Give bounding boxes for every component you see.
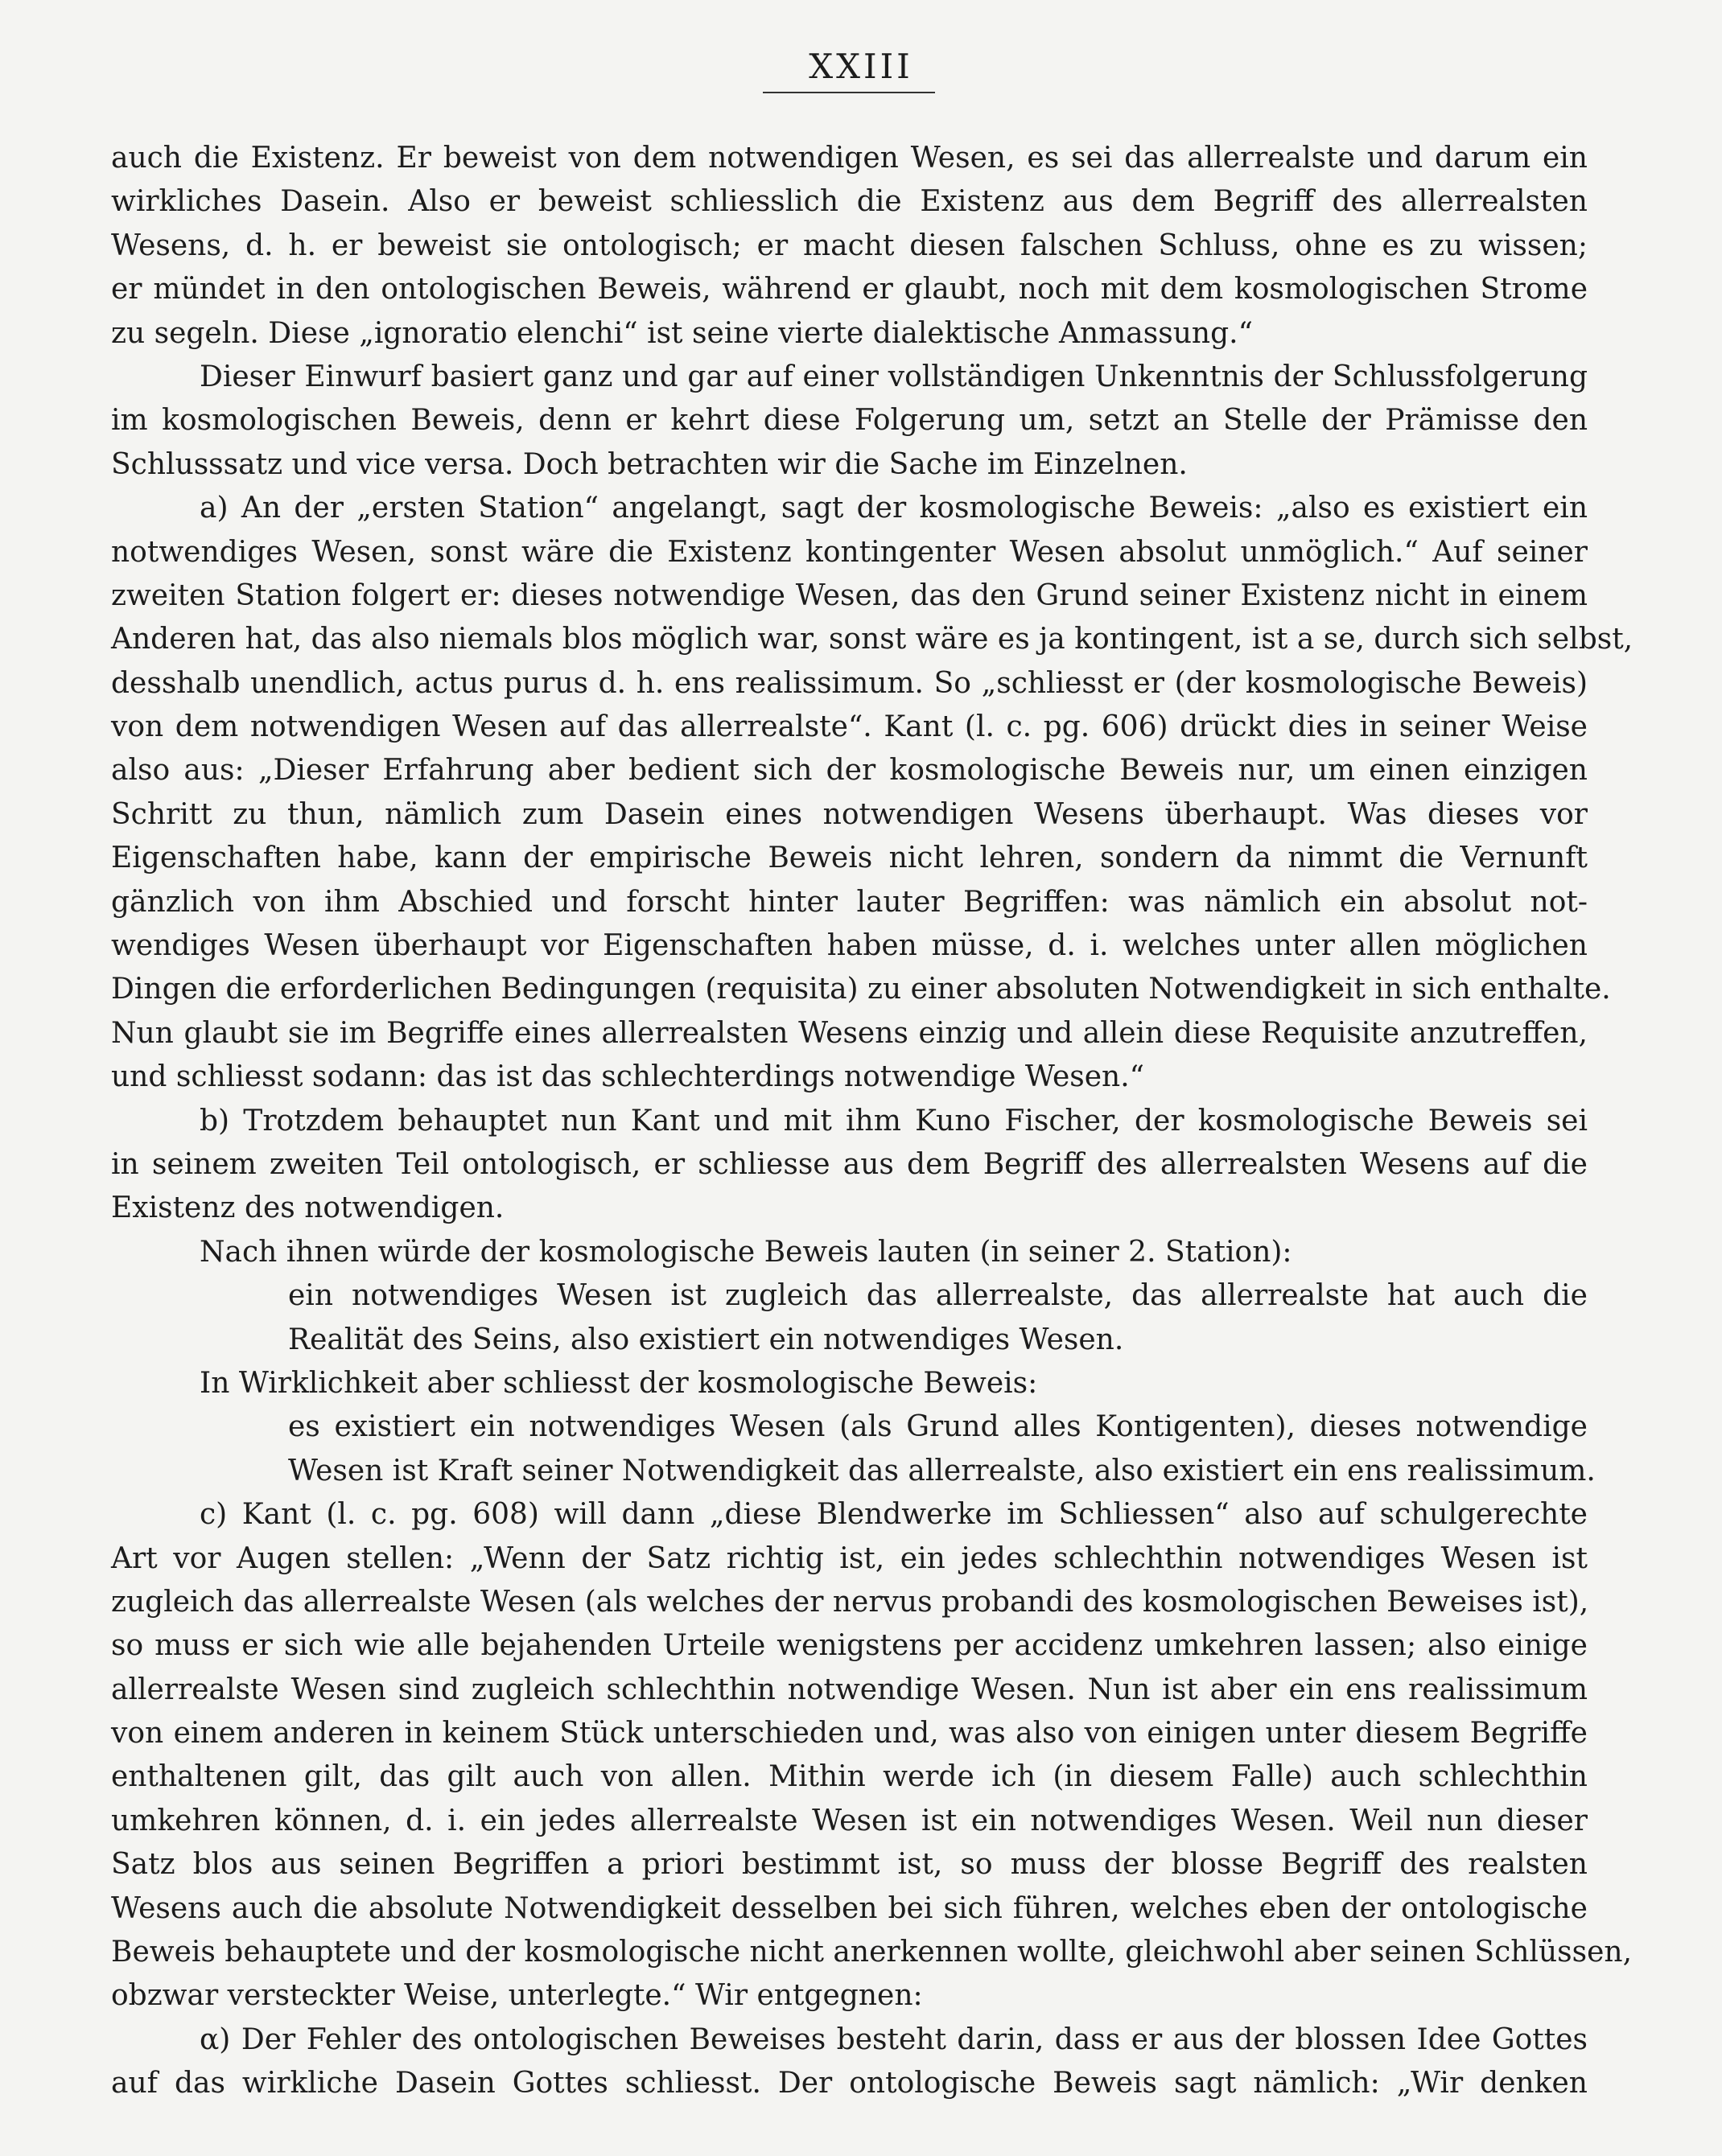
text-line: Eigenschaften habe, kann der empirische Beweis nicht lehren, sondern da nimmt die Vernunft <box>111 841 1588 875</box>
text-line: so muss er sich wie alle bejahenden Urteile wenigstens per accidenz umkehren lassen; also einige <box>111 1629 1588 1663</box>
text-line: von einem anderen in keinem Stück unterschieden und, was also von einigen unter diesem Begriffe <box>111 1717 1588 1751</box>
text-line: auch die Existenz. Er beweist von dem notwendigen Wesen, es sei das allerrealste und darum ein <box>111 142 1588 175</box>
text-line: Nun glaubt sie im Begriffe eines allerrealsten Wesens einzig und allein diese Requisite anzutreffen, <box>111 1016 1588 1050</box>
text-line: in seinem zweiten Teil ontologisch, er schliesse aus dem Begriff des allerrealsten Wesens auf die <box>111 1147 1588 1181</box>
text-line: Art vor Augen stellen: „Wenn der Satz richtig ist, ein jedes schlechthin notwendiges Wesen ist <box>111 1541 1588 1575</box>
text-line: Wesens, d. h. er beweist sie ontologisch; er macht diesen falschen Schluss, ohne es zu wissen; <box>111 228 1588 262</box>
body-text <box>111 137 1633 2106</box>
text-line: es existiert ein notwendiges Wesen (als Grund alles Kontigenten), dieses notwendige <box>288 1410 1588 1444</box>
text-line: Wesen ist Kraft seiner Notwendigkeit das allerrealste, also existiert ein ens realissimum. <box>288 1454 1596 1487</box>
text-line: c) Kant (l. c. pg. 608) will dann „diese Blendwerke im Schliessen“ also auf schulgerechte <box>200 1498 1588 1532</box>
text-line: also aus: „Dieser Erfahrung aber bedient sich der kosmologische Beweis nur, um einen einzigen <box>111 754 1588 788</box>
text-line: enthaltenen gilt, das gilt auch von allen. Mithin werde ich (in diesem Falle) auch schlechthin <box>111 1760 1588 1794</box>
text-line: wirkliches Dasein. Also er beweist schliesslich die Existenz aus dem Begriff des allerrealsten <box>111 185 1588 219</box>
header-rule <box>763 92 935 93</box>
page-number: XXIII <box>809 47 913 86</box>
text-line: wendiges Wesen überhaupt vor Eigenschaften haben müsse, d. i. welches unter allen möglichen <box>111 929 1588 963</box>
text-line: α) Der Fehler des ontologischen Beweises besteht darin, dass er aus der blossen Idee Gottes <box>200 2022 1588 2056</box>
text-line: Anderen hat, das also niemals blos möglich war, sonst wäre es ja kontingent, ist a se, durch sich selbst, <box>111 623 1633 656</box>
text-line: von dem notwendigen Wesen auf das allerrealste“. Kant (l. c. pg. 606) drückt dies in seiner Weise <box>111 710 1588 744</box>
text-line: obzwar versteckter Weise, unterlegte.“ Wir entgegnen: <box>111 1979 923 2013</box>
text-line: umkehren können, d. i. ein jedes allerrealste Wesen ist ein notwendiges Wesen. Weil nun dieser <box>111 1804 1588 1837</box>
text-line: er mündet in den ontologischen Beweis, während er glaubt, noch mit dem kosmologischen Strome <box>111 273 1588 307</box>
text-line: und schliesst sodann: das ist das schlechterdings notwendige Wesen.“ <box>111 1060 1145 1094</box>
text-line: zweiten Station folgert er: dieses notwendige Wesen, das den Grund seiner Existenz nicht in einem <box>111 578 1588 612</box>
text-line: Satz blos aus seinen Begriffen a priori bestimmt ist, so muss der blosse Begriff des realsten <box>111 1848 1588 1882</box>
text-line: a) An der „ersten Station“ angelangt, sagt der kosmologische Beweis: „also es existiert ein <box>200 492 1588 525</box>
text-line: Realität des Seins, also existiert ein notwendiges Wesen. <box>288 1323 1124 1356</box>
text-line: notwendiges Wesen, sonst wäre die Existenz kontingenter Wesen absolut unmöglich.“ Auf seiner <box>111 535 1588 569</box>
text-line: auf das wirkliche Dasein Gottes schliesst. Der ontologische Beweis sagt nämlich: „Wir denken <box>111 2067 1588 2100</box>
text-line: Wesens auch die absolute Notwendigkeit desselben bei sich führen, welches eben der ontologische <box>111 1891 1588 1925</box>
text-line: Beweis behauptete und der kosmologische nicht anerkennen wollte, gleichwohl aber seinen Schlüssen, <box>111 1936 1633 1969</box>
text-line: allerrealste Wesen sind zugleich schlechthin notwendige Wesen. Nun ist aber ein ens realissimum <box>111 1673 1588 1706</box>
text-line: Existenz des notwendigen. <box>111 1191 505 1225</box>
text-line: In Wirklichkeit aber schliesst der kosmologische Beweis: <box>200 1366 1038 1400</box>
text-line: Nach ihnen würde der kosmologische Beweis lauten (in seiner 2. Station): <box>200 1235 1292 1269</box>
text-line: desshalb unendlich, actus purus d. h. ens realissimum. So „schliesst er (der kosmologische Beweis) <box>111 666 1588 700</box>
text-line: Schlusssatz und vice versa. Doch betrachten wir die Sache im Einzelnen. <box>111 447 1188 481</box>
text-line: Dieser Einwurf basiert ganz und gar auf einer vollständigen Unkenntnis der Schlussfolgerung <box>200 360 1588 393</box>
text-line: gänzlich von ihm Abschied und forscht hinter lauter Begriffen: was nämlich ein absolut not- <box>111 885 1588 919</box>
text-line: ein notwendiges Wesen ist zugleich das allerrealste, das allerrealste hat auch die <box>288 1279 1588 1313</box>
text-line: zu segeln. Diese „ignoratio elenchi“ ist seine vierte dialektische Anmassung.“ <box>111 316 1253 350</box>
text-line: Dingen die erforderlichen Bedingungen (requisita) zu einer absoluten Notwendigkeit in sich enthalte. <box>111 973 1611 1006</box>
text-line: Schritt zu thun, nämlich zum Dasein eines notwendigen Wesens überhaupt. Was dieses vor <box>111 797 1588 831</box>
text-line: zugleich das allerrealste Wesen (als welches der nervus probandi des kosmologischen Beweises ist), <box>111 1585 1589 1619</box>
text-line: im kosmologischen Beweis, denn er kehrt diese Folgerung um, setzt an Stelle der Prämisse den <box>111 404 1588 438</box>
text-line: b) Trotzdem behauptet nun Kant und mit ihm Kuno Fischer, der kosmologische Beweis sei <box>200 1104 1588 1138</box>
